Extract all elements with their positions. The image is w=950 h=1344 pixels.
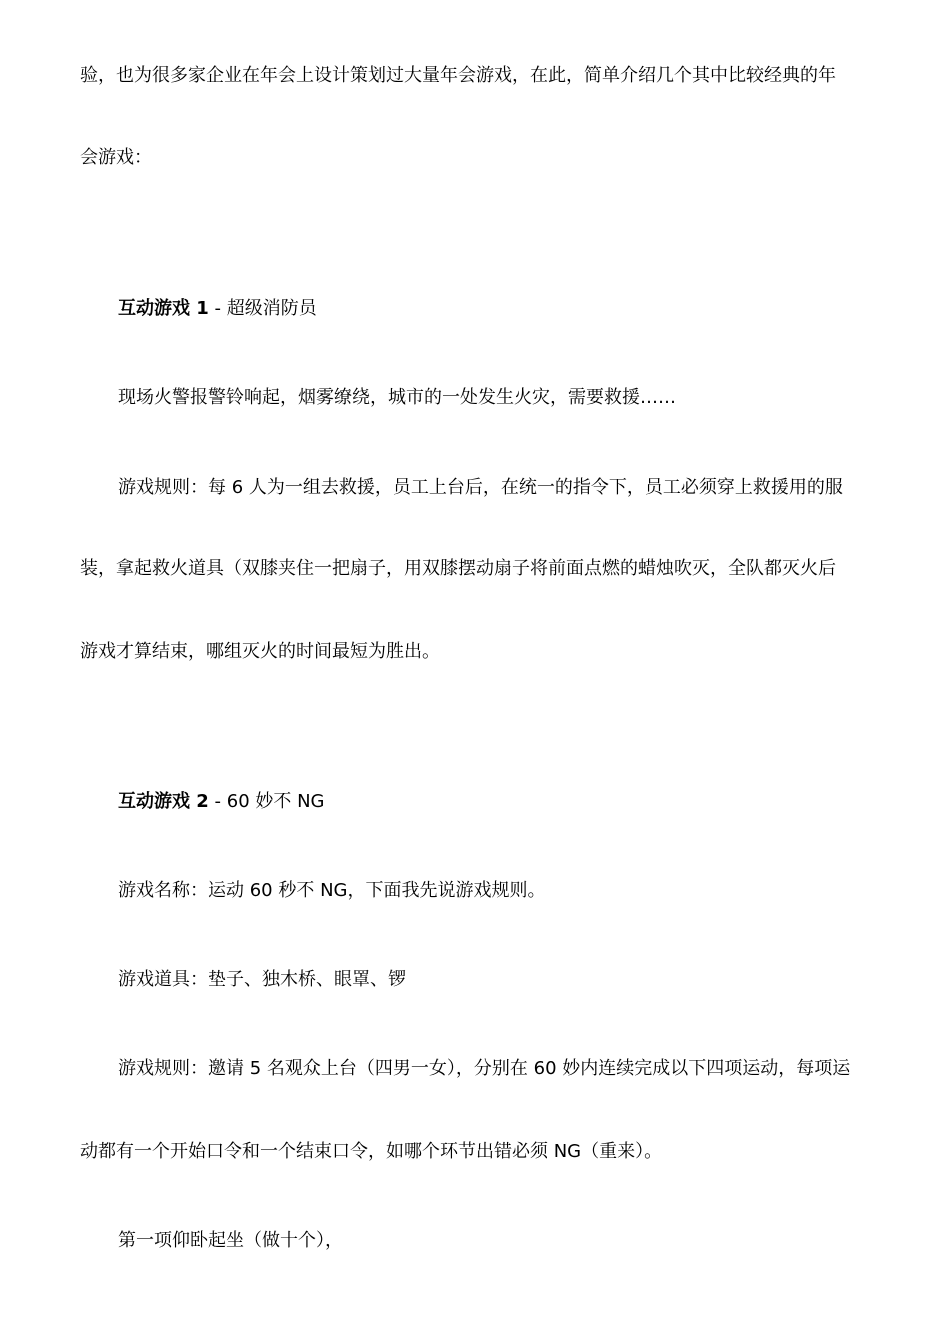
game1-rules-line-2: 装，拿起救火道具（双膝夹住一把扇子，用双膝摆动扇子将前面点燃的蜡烛吹灭，全队都灭火后 <box>80 558 836 579</box>
game2-heading-title: - 60 妙不 NG <box>208 791 325 812</box>
game1-rules-line-1: 游戏规则：每 6 人为一组去救援，员工上台后，在统一的指令下，员工必须穿上救援用的服 <box>118 477 843 498</box>
game2-name: 游戏名称：运动 60 秒不 NG，下面我先说游戏规则。 <box>118 880 546 901</box>
game2-rules-line-1: 游戏规则：邀请 5 名观众上台（四男一女），分别在 60 妙内连续完成以下四项运动，每项运 <box>118 1058 851 1079</box>
game1-heading <box>118 297 317 321</box>
game1-heading-title: - 超级消防员 <box>208 298 317 319</box>
game2-props: 游戏道具：垫子、独木桥、眼罩、锣 <box>118 969 406 990</box>
intro-line-2: 会游戏： <box>80 147 152 168</box>
game2-heading-label: 互动游戏 2 <box>118 791 209 812</box>
game1-scene: 现场火警报警铃响起，烟雾缭绕，城市的一处发生火灾，需要救援…… <box>118 387 676 408</box>
game1-rules-line-3: 游戏才算结束，哪组灭火的时间最短为胜出。 <box>80 641 440 662</box>
game2-item-1: 第一项仰卧起坐（做十个）， <box>118 1230 343 1251</box>
game2-rules-line-2: 动都有一个开始口令和一个结束口令，如哪个环节出错必须 NG（重来）。 <box>80 1141 663 1162</box>
intro-line-1: 验，也为很多家企业在年会上设计策划过大量年会游戏，在此，简单介绍几个其中比较经典的年 <box>80 65 836 86</box>
game1-heading-label: 互动游戏 1 <box>118 298 209 319</box>
game2-heading <box>118 790 325 814</box>
